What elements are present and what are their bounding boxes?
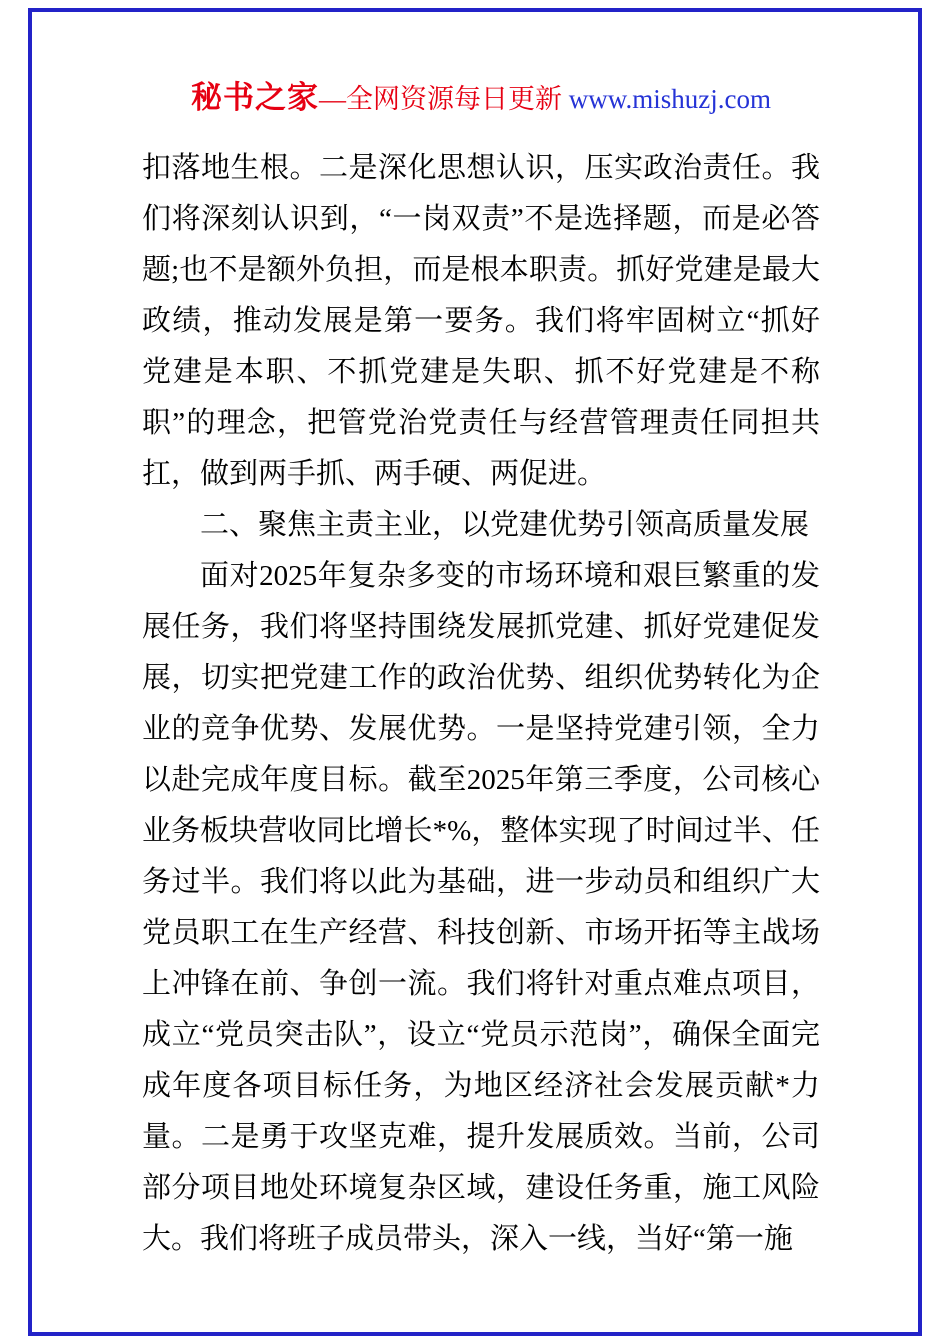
document-body: [142, 143, 820, 1265]
site-name: 秘书之家: [191, 80, 319, 115]
paragraph: 扣落地生根。二是深化思想认识，压实政治责任。我们将深刻认识到，“一岗双责”不是选择题，而是必答题;也不是额外负担，而是根本职责。抓好党建是最大政绩，推动发展是第一要务。我们将牢固树立“抓好党建是本职、不抓党建是失职、抓不好党建是不称职”的理念，把管党治党责任与经营管理责任同担共扛，做到两手抓、两手硬、两促进。: [142, 152, 820, 490]
site-tagline: —全网资源每日更新: [319, 84, 569, 114]
site-url-link[interactable]: www.mishuzj.com: [568, 84, 771, 114]
paragraph: 面对2025年复杂多变的市场环境和艰巨繁重的发展任务，我们将坚持围绕发展抓党建、抓好党建促发展，切实把党建工作的政治优势、组织优势转化为企业的竞争优势、发展优势。一是坚持党建引领，全力以赴完成年度目标。截至2025年第三季度，公司核心业务板块营收同比增长*%，整体实现了时间过半、任务过半。我们将以此为基础，进一步动员和组织广大党员职工在生产经营、科技创新、市场开拓等主战场上冲锋在前、争创一流。我们将针对重点难点项目，成立“党员突击队”，设立“党员示范岗”，确保全面完成年度各项目标任务，为地区经济社会发展贡献*力量。二是勇于攻坚克难，提升发展质效。当前，公司部分项目地处环境复杂区域，建设任务重，施工风险大。我们将班子成员带头，深入一线，当好“第一施: [142, 560, 820, 1255]
section-heading: 二、聚焦主责主业，以党建优势引领高质量发展: [200, 509, 810, 541]
site-header: [142, 72, 820, 117]
